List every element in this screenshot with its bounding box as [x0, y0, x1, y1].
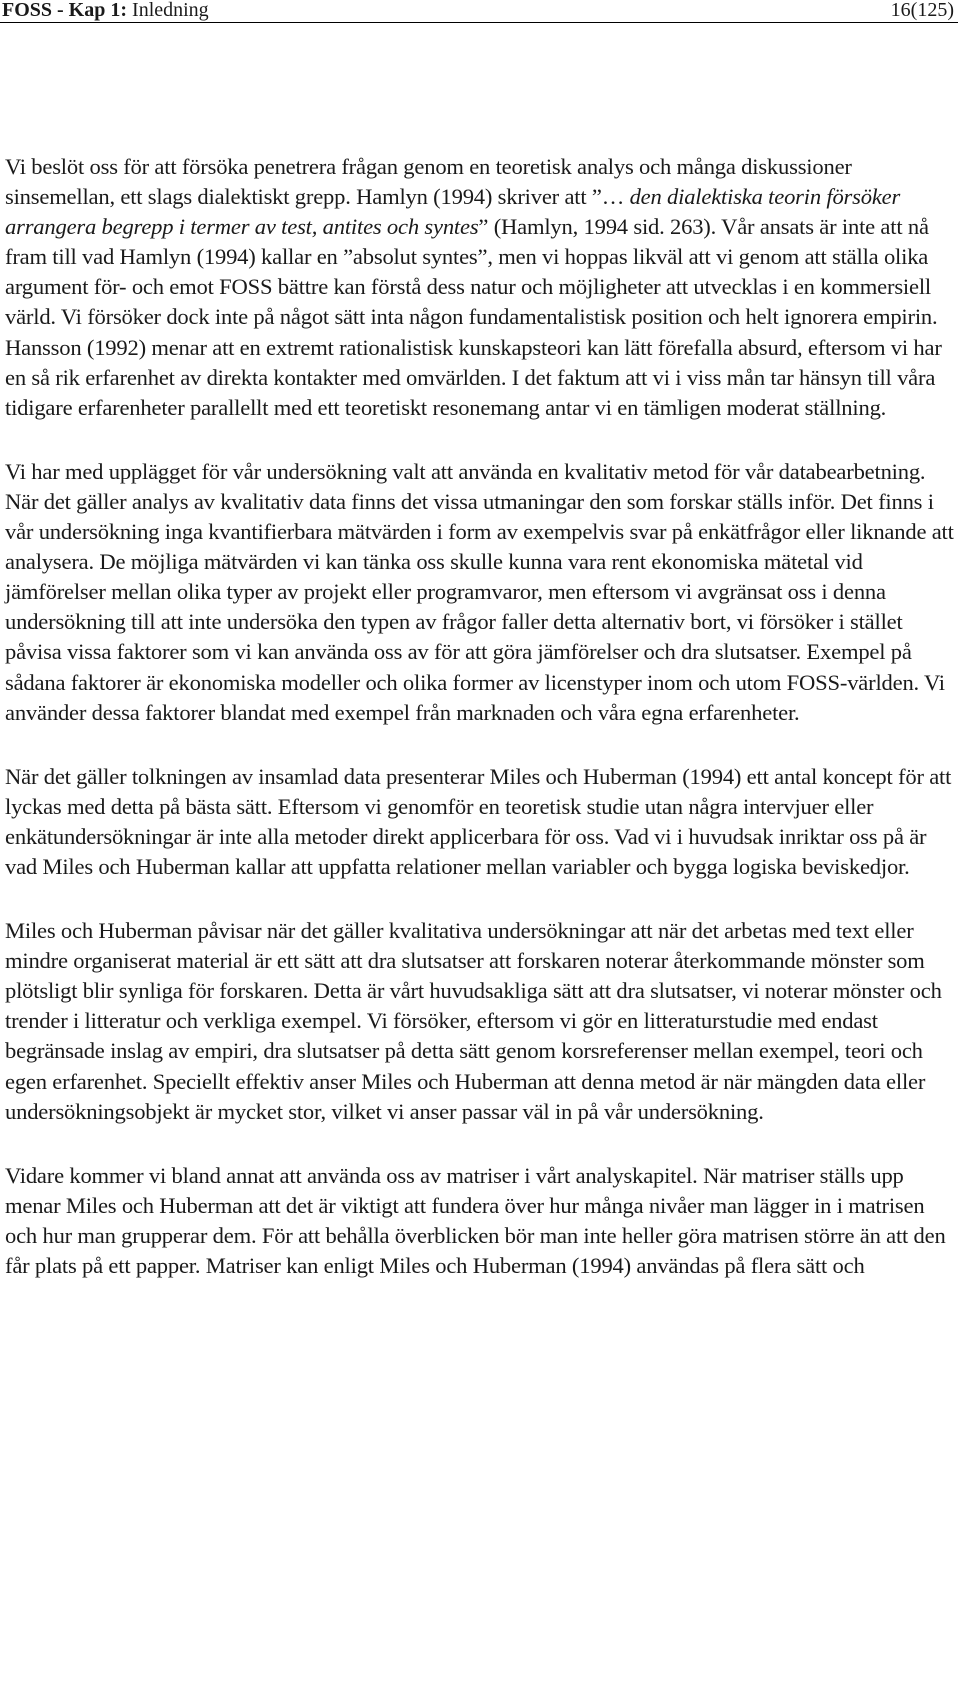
- paragraph-4: Miles och Huberman påvisar när det gäller kvalitativa undersökningar att när det arbetas med text eller mindre organiserat material är ett sätt att dra slutsatser att forskaren noterar återkommande mönster som plötsligt blir synliga för forskaren. Detta är vårt huvudsakliga sätt att dra slutsatser, vi noterar mönster och trender i litteratur och verkliga exempel. Vi försöker, eftersom vi gör en litteraturstudie med endast begränsade inslag av empiri, dra slutsatser på detta sätt genom korsreferenser mellan exempel, teori och egen erfarenhet. Speciellt effektiv anser Miles och Huberman att denna metod är när mängden data eller undersökningsobjekt är mycket stor, vilket vi anser passar väl in på vår undersökning.: [5, 918, 942, 1124]
- paragraph-1-text-a: Vi beslöt oss för att försöka penetrera frågan genom en teoretisk analys och många diskussioner sinsemellan, ett slags dialektiskt grepp. Hamlyn (1994) skriver att ”…: [5, 154, 852, 210]
- paragraph-2: Vi har med upplägget för vår undersökning valt att använda en kvalitativ metod för vår databearbetning. När det gäller analys av kvalitativ data finns det vissa utmaningar den som forskar ställs inför. Det finns i vår undersökning inga kvantifierbara mätvärden i form av exempelvis svar på enkätfrågor eller liknande att analysera. De möjliga mätvärden vi kan tänka oss skulle kunna vara rent ekonomiska mätetal vid jämförelser mellan olika typer av projekt eller programvaror, men eftersom vi avgränsat oss i denna undersökning till att inte undersöka den typen av frågor faller detta alternativ bort, vi försöker i stället påvisa vissa faktorer som vi kan använda oss av för att göra jämförelser och dra slutsatser. Exempel på sådana faktorer är ekonomiska modeller och olika former av licenstyper inom och utom FOSS-världen. Vi använder dessa faktorer blandat med exempel från marknaden och våra egna erfarenheter.: [5, 458, 954, 725]
- body-text: [5, 152, 955, 1315]
- header-title: [2, 0, 209, 21]
- paragraph-5: Vidare kommer vi bland annat att använda oss av matriser i vårt analyskapitel. När matriser ställs upp menar Miles och Huberman att det är viktigt att fundera över hur många nivåer man lägger in i matrisen och hur man grupperar dem. För att behålla överblicken bör man inte heller göra matrisen större än att den får plats på ett papper. Matriser kan enligt Miles och Huberman (1994) användas på flera sätt och: [5, 1162, 946, 1278]
- quote-text: den dialektiska teorin försöker arrangera begrepp i termer av test, antites och syntes: [5, 184, 901, 240]
- paragraph-3: När det gäller tolkningen av insamlad data presenterar Miles och Huberman (1994) ett antal koncept för att lyckas med detta på bästa sätt. Eftersom vi genomför en teoretisk studie utan några intervjuer eller enkätundersökningar är inte alla metoder direkt applicerbara för oss. Vad vi i huvudsak inriktar oss på är vad Miles och Huberman kallar att uppfatta relationer mellan variabler och bygga logiska beviskedjor.: [5, 763, 952, 879]
- paragraph-1-text-b: ” (Hamlyn, 1994 sid. 263). Vår ansats är inte att nå fram till vad Hamlyn (1994) kallar en ”absolut syntes”, men vi hoppas likväl att vi genom att ställa olika argument för- och emot FOSS bättre kan förstå dess natur och möjligheter att utvecklas i en kommersiell värld. Vi försöker dock inte på något sätt inta någon fundamentalistisk position och helt ignorera empirin. Hansson (1992) menar att en extremt rationalistisk kunskapsteori kan lätt förefalla absurd, eftersom vi har en så rik erfarenhet av direkta kontakter med omvärlden. I det faktum att vi i viss mån tar hänsyn till våra tidigare erfarenheter parallellt med ett teoretiskt resonemang antar vi en tämligen moderat ställning.: [5, 214, 942, 420]
- page-header: [0, 0, 958, 23]
- page-number: 16(125): [890, 0, 954, 21]
- paragraph-1: [5, 152, 955, 423]
- header-section: Inledning: [132, 0, 209, 21]
- header-doc: FOSS - Kap 1:: [2, 0, 128, 21]
